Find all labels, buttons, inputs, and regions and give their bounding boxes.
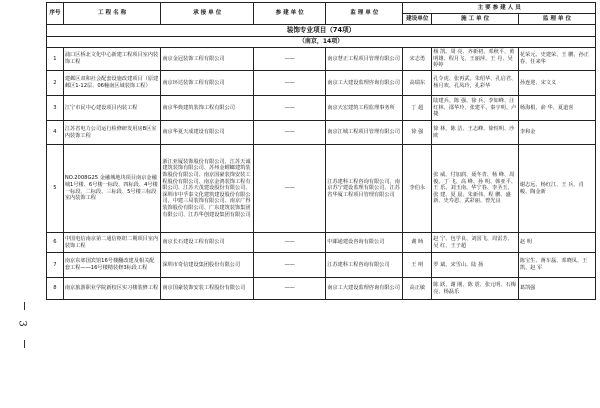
row-owner-rep: 高瑞东: [403, 71, 432, 96]
row-supervisor: 南京慧正工程项目管理有限公司: [326, 48, 403, 71]
dash-line: ——: [284, 285, 295, 292]
table-row: [47, 145, 596, 233]
table-row: [47, 233, 596, 253]
row-participant: [254, 121, 326, 145]
subsection-row: [47, 37, 596, 48]
table-row: [47, 48, 596, 71]
row-contractor: 南京华典建筑装饰工程有限公司: [161, 96, 254, 121]
row-project: 江宁市民中心建设项目内装工程: [63, 96, 161, 121]
row-supervisor: 江苏建科工程咨询有限公司: [326, 253, 403, 278]
row-participant: [254, 96, 326, 121]
page-number-marker: [18, 296, 32, 356]
row-contractor: 南京华夏天成建设有限公司: [161, 121, 254, 145]
row-project: 中国电信南京第二通信枢纽二期项目室内装饰工程: [63, 233, 161, 253]
header-construction-unit: 建设单位: [403, 14, 432, 25]
document-page: [46, 2, 596, 300]
row-contractor: 浙江亚厦装饰股份有限公司、江苏天诚建筑装饰有限公司、苏州金螳螂建筑装饰股份有限公司、南京国豪装饰安装工程股份有限公司、南京金鸿装饰工程有限公司、江苏天茂建设股份有限公司、深圳市中孚泰文化建筑建设股份有限公司、中建三局装饰有限公司、南京广得装饰股份有限公司、广东建筑装饰集团有限公司、江苏华创建设集团有限公司: [161, 145, 254, 233]
row-participant: [254, 253, 326, 278]
row-participant: [254, 48, 326, 71]
row-contractor: 南京金冠装饰工程有限公司: [161, 48, 254, 71]
row-supervision-staff: 杨海根、俞 华、夏道喜: [518, 96, 595, 121]
row-construction-staff: 张 威、付加润、聂冬青、杨 峰、周 俊、丁 飞、高 峰、孙 明、韩亚平、王 乐、刘玉南、华宁春、李圣玉、张 建、夏 晨、朱新伟、程 鹏、盛 新、史寿恩、武彩丽、曾光良: [432, 145, 519, 233]
row-project: 南京东郊国宾馆16号楼翻改建及相关配套工程——16号楼精装修3标段工程: [63, 253, 161, 278]
row-construction-staff: 孔令虎、张再武、朱绍华、孔启君、杨月欢、孔凤玲、孔彩华: [432, 71, 519, 96]
subsection-title: （南京，14项）: [47, 37, 596, 48]
row-owner-rep: 徐 强: [403, 121, 432, 145]
row-contractor: 南京国豪装饰安装工程股份有限公司: [161, 278, 254, 300]
row-seq: 2: [47, 71, 64, 96]
table-row: [47, 253, 596, 278]
row-supervisor: 江苏建科工程咨询有限公司、南京苏宁建设监理有限公司、江苏省华厦工程项目管理有限公司: [326, 145, 403, 233]
row-participant: [254, 278, 326, 300]
row-construction-staff: 赵 宁、包学良、刘国飞、周雷芳、吴 红、王子超: [432, 233, 519, 253]
row-construction-staff: 陆建兵、陈 强、徐 兵、李如峰、汪红林、邵华玲、张建平、秦宇明、卢 捷: [432, 96, 519, 121]
row-project: 建邺区双和社会配套设施改建项目（原建邺区1-12层、06幢南区域装饰工程）: [63, 71, 161, 96]
section-title: 装饰专业项目（74项）: [47, 25, 596, 37]
row-project: NO.2008G25 金融城地块项目南京金融城1号楼、6号楼一标段、四标段、4号楼一标段、二标段、三标段、5号楼三标段室内装饰工程: [63, 145, 161, 233]
dash-line: ——: [284, 55, 295, 62]
table-header-row-1: [47, 3, 596, 14]
row-project: 江苏省电力公司运行检修研发用房B区室内装饰工程: [63, 121, 161, 145]
row-contractor: 深圳市奇信建设集团股份有限公司: [161, 253, 254, 278]
project-table: [46, 2, 596, 300]
dash-line: ——: [284, 79, 295, 86]
table-row: [47, 121, 596, 145]
header-supervision-personnel: 监 理 单 位: [518, 14, 595, 25]
row-project: 浦口区桥北文化中心新建工程项目室内装饰工程: [63, 48, 161, 71]
header-contractor: 承 接 单 位: [161, 3, 254, 25]
row-project: 南京旅游职业学院新校区实习楼装修工程: [63, 278, 161, 300]
row-owner-rep: 王 明: [403, 253, 432, 278]
header-participant: 参 建 单 位: [254, 3, 326, 25]
row-owner-rep: 高正敏: [403, 278, 432, 300]
row-supervision-staff: 葛凯强: [518, 278, 595, 300]
dash-line: ——: [284, 104, 295, 111]
row-supervisor: 中邮通建设咨询有限公司: [326, 233, 403, 253]
row-seq: 6: [47, 233, 64, 253]
table-row: [47, 278, 596, 300]
dash-line: ——: [284, 239, 295, 246]
page-dash-top: [24, 302, 25, 310]
row-construction-staff: 杨 凯、周 亮、齐新初、邓秋平、黄明雄、程月飞、王丽萍、王 丹、吴婷婷: [432, 48, 519, 71]
row-owner-rep: 李伯永: [403, 145, 432, 233]
table-row: [47, 96, 596, 121]
header-supervisor: 监 理 单 位: [326, 3, 403, 25]
row-construction-staff: 罗 斌、宋雪山、陆 扬: [432, 253, 519, 278]
row-supervision-staff: 谢志远、杨红江、王 兵、肖 峻、陶金新: [518, 145, 595, 233]
row-supervision-staff: 陈宝生、蒋车磊、邓晓凤、王 凯、赵 军: [518, 253, 595, 278]
dash-line: ——: [284, 129, 295, 136]
row-owner-rep: 丁 超: [403, 96, 432, 121]
header-construction-personnel: 施 工 单 位: [432, 14, 519, 25]
row-owner-rep: 谢 旸: [403, 233, 432, 253]
row-construction-staff: 陈 跃、谢 刚、陈 震、张元明、石梅亮、杨磊乐: [432, 278, 519, 300]
page-dash-bottom: [24, 340, 25, 348]
page-number: 3: [16, 320, 28, 327]
row-seq: 1: [47, 48, 64, 71]
row-supervisor: 南京江城工程项目管理有限公司: [326, 121, 403, 145]
row-participant: [254, 233, 326, 253]
row-construction-staff: 徐 林、陈 洁、王志峰、徐恒明、沙 欧: [432, 121, 519, 145]
row-supervisor: 南京工大建设监理咨询有限公司: [326, 71, 403, 96]
dash-line: ——: [284, 261, 295, 268]
row-participant: [254, 71, 326, 96]
row-owner-rep: 宋志勇: [403, 48, 432, 71]
header-project-name: 工 程 名 称: [63, 3, 161, 25]
row-contractor: 南京长石建设工程有限公司: [161, 233, 254, 253]
table-row: [47, 71, 596, 96]
header-main-personnel: 主 要 参 建 人 员: [403, 3, 596, 14]
row-seq: 3: [47, 96, 64, 121]
row-supervision-staff: 花荣元、史建荣、王 鹏、孙正春、任来华: [518, 48, 595, 71]
row-supervision-staff: 孙连迎、宋文义: [518, 71, 595, 96]
row-seq: 5: [47, 145, 64, 233]
row-seq: 7: [47, 253, 64, 278]
row-seq: 8: [47, 278, 64, 300]
row-supervisor: 南京天宏建筑工程监理事务所: [326, 96, 403, 121]
row-contractor: 南京环达装饰工程有限公司: [161, 71, 254, 96]
section-row: [47, 25, 596, 37]
header-seq: 序号: [47, 3, 64, 25]
row-supervisor: 南京工大建设监理咨询有限公司: [326, 278, 403, 300]
row-supervision-staff: 李和金: [518, 121, 595, 145]
row-participant: [254, 145, 326, 233]
row-supervision-staff: 赵 明: [518, 233, 595, 253]
row-seq: 4: [47, 121, 64, 145]
dash-line: ——: [284, 185, 295, 192]
